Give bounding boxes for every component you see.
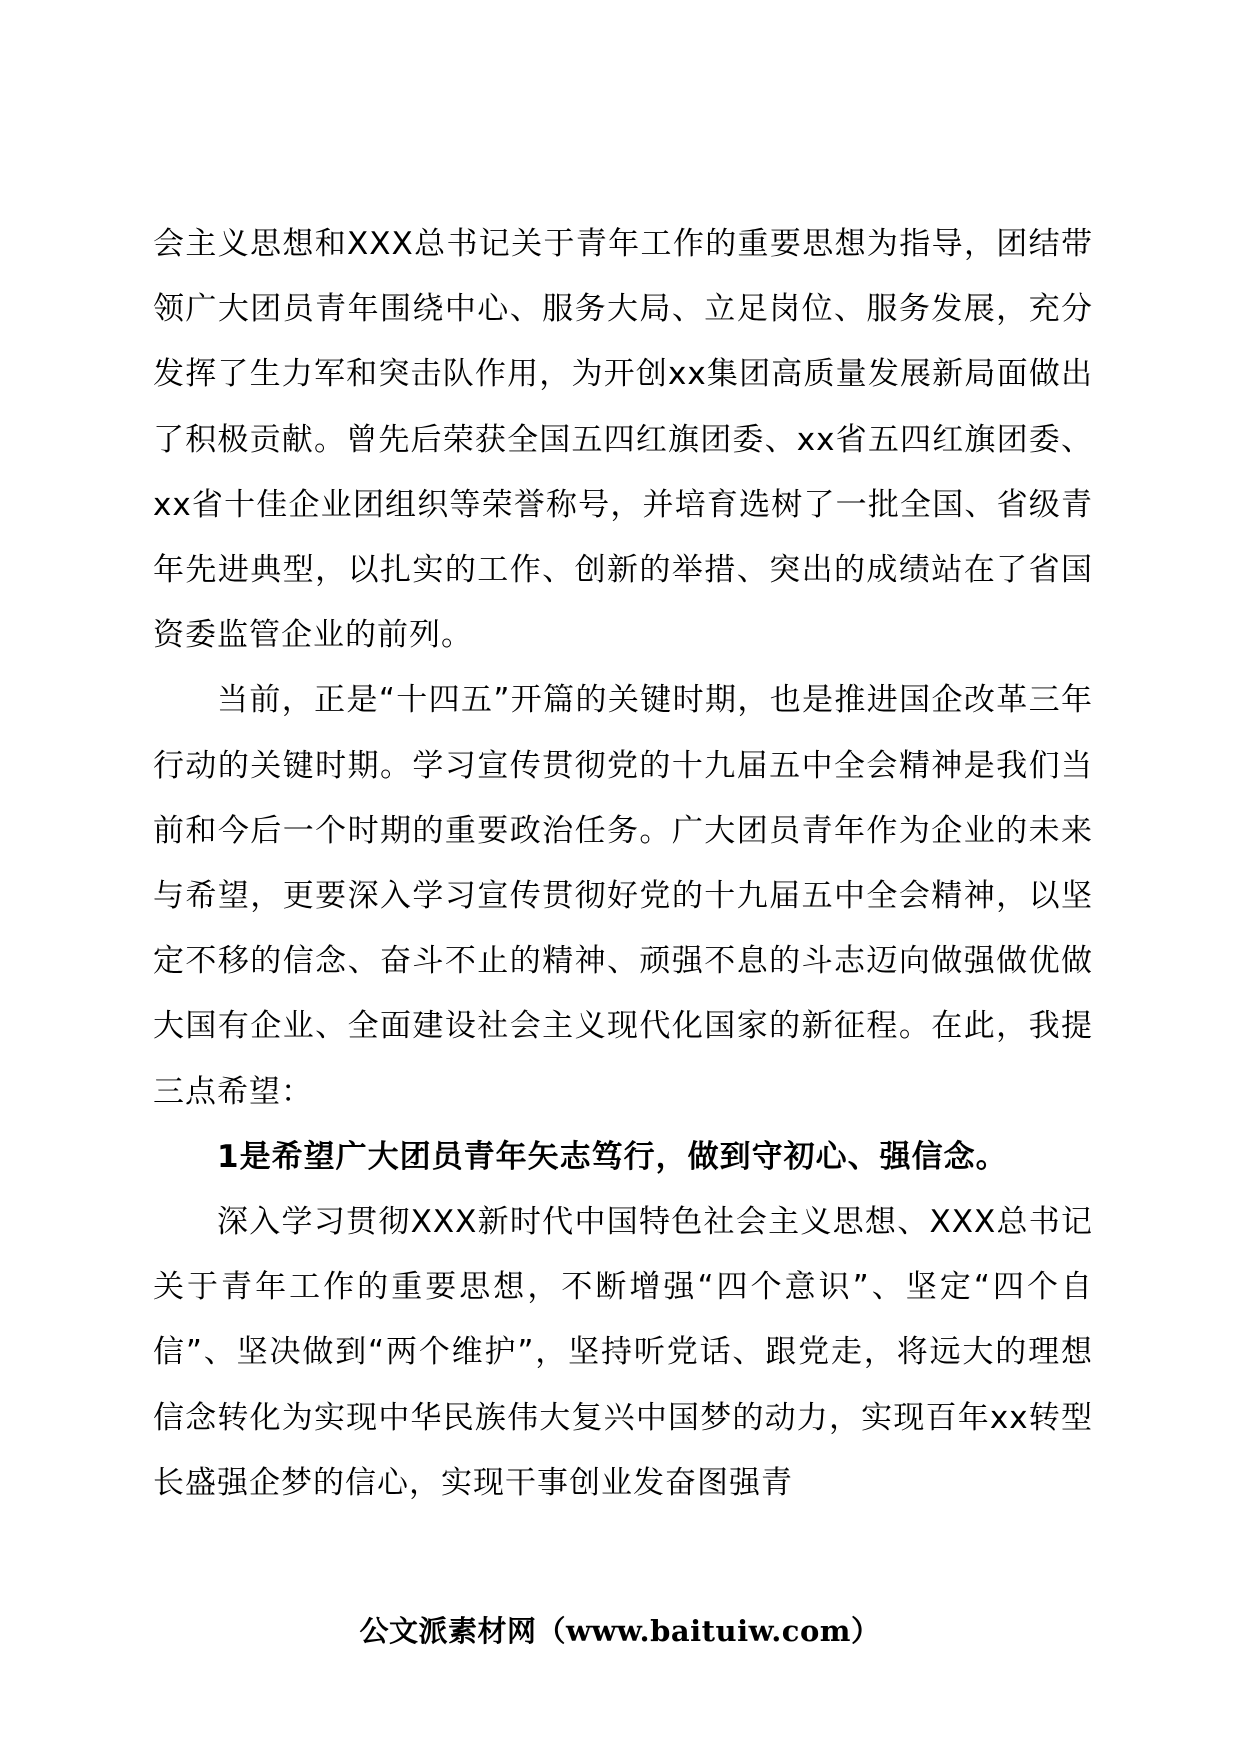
document-body — [153, 212, 1093, 1516]
paragraph-current-period: 当前，正是“十四五”开篇的关键时期，也是推进国企改革三年行动的关键时期。学习宣传贯彻党的十九届五中全会精神是我们当前和今后一个时期的重要政治任务。广大团员青年作为企业的未来与希望，更要深入学习宣传贯彻好党的十九届五中全会精神，以坚定不移的信念、奋斗不止的精神、顽强不息的斗志迈向做强做优做大国有企业、全面建设社会主义现代化国家的新征程。在此，我提三点希望： — [153, 682, 1093, 1110]
paragraph-study-thought: 深入学习贯彻XXX新时代中国特色社会主义思想、XXX总书记关于青年工作的重要思想，不断增强“四个意识”、坚定“四个自信”、坚决做到“两个维护”，坚持听党话、跟党走，将远大的理想信念转化为实现中华民族伟大复兴中国梦的动力，实现百年xx转型长盛强企梦的信心，实现干事创业发奋图强青 — [153, 1204, 1093, 1501]
section-heading-1: 1是希望广大团员青年矢志笃行，做到守初心、强信念。 — [217, 1138, 1008, 1175]
page-footer: 公文派素材网（www.baituiw.com） — [359, 1614, 881, 1648]
paragraph-continuation: 会主义思想和XXX总书记关于青年工作的重要思想为指导，团结带领广大团员青年围绕中心、服务大局、立足岗位、服务发展，充分发挥了生力军和突击队作用，为开创xx集团高质量发展新局面做出了积极贡献。曾先后荣获全国五四红旗团委、xx省五四红旗团委、xx省十佳企业团组织等荣誉称号，并培育选树了一批全国、省级青年先进典型，以扎实的工作、创新的举措、突出的成绩站在了省国资委监管企业的前列。 — [153, 226, 1093, 654]
